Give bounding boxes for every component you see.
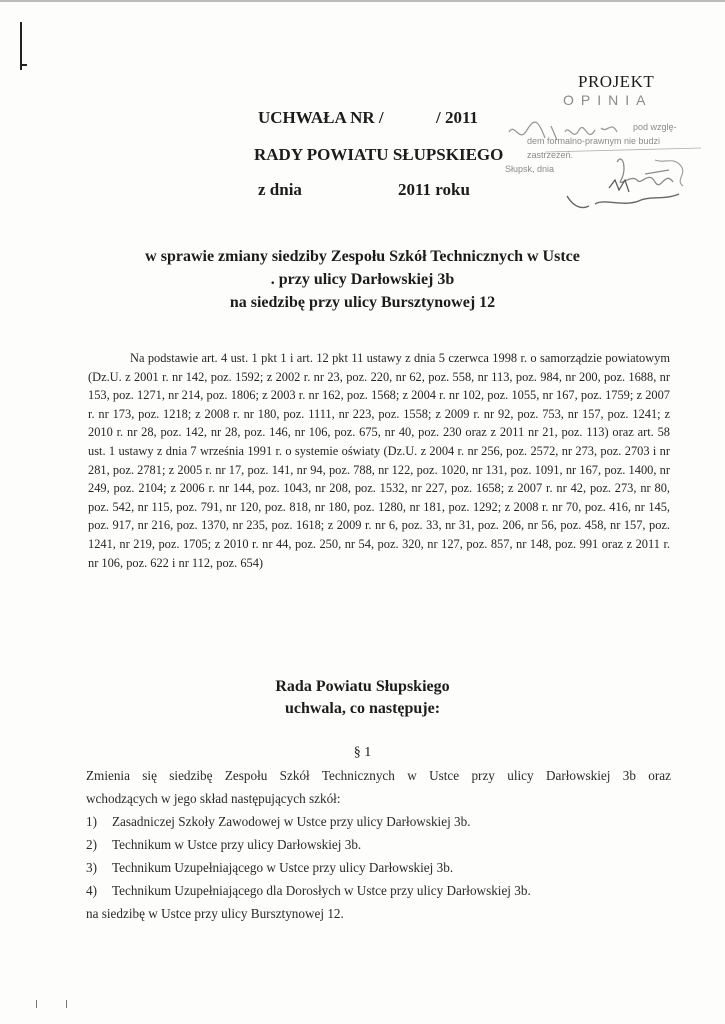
- date-year: 2011 roku: [398, 180, 470, 199]
- section-intro-continued: wchodzących w jego skład następujących szkół:: [86, 791, 341, 806]
- list-item-text: Technikum w Ustce przy ulicy Darłowskiej 3b.: [112, 837, 362, 852]
- section-intro: Zmienia się siedzibę Zespołu Szkół Technicznych w Ustce przy ulicy Darłowskiej 3b oraz: [86, 768, 671, 783]
- resolution-title: UCHWAŁA NR /: [258, 108, 384, 127]
- list-item: [86, 833, 671, 856]
- legal-basis-paragraph: [88, 349, 670, 572]
- section-body: [86, 764, 671, 925]
- section-closing: na siedzibę w Ustce przy ulicy Bursztynowej 12.: [86, 906, 344, 921]
- stamp-title: OPINIA: [563, 92, 653, 108]
- stamp-line: Słupsk, dnia: [505, 164, 555, 174]
- list-item: [86, 856, 671, 879]
- stamp-line: pod wzglę-: [633, 122, 677, 132]
- stamp-line: dem formalno-prawnym nie budzi: [527, 136, 661, 146]
- list-item: [86, 879, 671, 902]
- stamp-line: zastrzeżeń.: [527, 150, 574, 160]
- list-item-text: Technikum Uzupełniającego dla Dorosłych w Ustce przy ulicy Darłowskiej 3b.: [112, 883, 531, 898]
- scan-artifact: [66, 1000, 67, 1008]
- subject-line: . przy ulicy Darłowskiej 3b: [270, 271, 455, 288]
- council-name: RADY POWIATU SŁUPSKIEGO: [254, 145, 504, 164]
- subject-line: w sprawie zmiany siedziby Zespołu Szkół Technicznych w Ustce: [145, 248, 580, 265]
- margin-mark: [20, 22, 22, 70]
- list-item-text: Technikum Uzupełniającego w Ustce przy ulicy Darłowskiej 3b.: [112, 860, 454, 875]
- council-resolves-heading: Rada Powiatu Słupskiego: [275, 678, 450, 695]
- projekt-label: PROJEKT: [578, 72, 655, 91]
- top-scan-edge: [0, 0, 725, 2]
- list-item-number: 3): [86, 860, 97, 875]
- section-symbol: § 1: [353, 745, 372, 760]
- scan-artifact: [36, 1000, 37, 1008]
- list-item-number: 1): [86, 814, 97, 829]
- subject-line: na siedzibę przy ulicy Bursztynowej 12: [229, 294, 496, 311]
- list-item-number: 4): [86, 883, 97, 898]
- margin-tick: [22, 64, 27, 66]
- list-item-text: Zasadniczej Szkoły Zawodowej w Ustce przy ulicy Darłowskiej 3b.: [112, 814, 471, 829]
- legal-basis-text: Na podstawie art. 4 ust. 1 pkt 1 i art. 12 pkt 11 ustawy z dnia 5 czerwca 1998 r. o samorządzie powiatowym (Dz.U. z 2001 r. nr 142, poz. 1592; z 2002 r. nr 23, poz. 220, nr 62, poz. 558, nr 113, poz. 984, nr 200, poz. 1688, nr 153, poz. 1271, nr 214, poz. 1806; z 2003 r. nr 162, poz. 1568; z 2004 r. nr 102, poz. 1055, nr 167, poz. 1759; z 2007 r. nr 173, poz. 1218; z 2008 r. nr 180, poz. 1111, nr 223, poz. 1558; z 2009 r. nr 92, poz. 753, nr 157, poz. 1241; z 2010 r. nr 28, poz. 142, nr 28, poz. 146, nr 106, poz. 675, nr 40, poz. 230 oraz z 2011 nr 21, poz. 113) oraz art. 58 ust. 1 ustawy z dnia 7 września 1991 r. o systemie oświaty (Dz.U. z 2004 r. nr 256, poz. 2572, nr 273, poz. 2703 i nr 281, poz. 2781; z 2005 r. nr 17, poz. 141, nr 94, poz. 788, nr 122, poz. 1020, nr 131, poz. 1091, nr 167, poz. 1400, nr 249, poz. 2104; z 2006 r. nr 144, poz. 1043, nr 208, poz. 1532, nr 227, poz. 1658; z 2007 r. nr 42, poz. 273, nr 80, poz. 542, nr 115, poz. 791, nr 120, poz. 818, nr 180, poz. 1280, nr 181, poz. 1292; z 2008 r. nr 70, poz. 416, nr 145, poz. 917, nr 216, poz. 1370, nr 235, poz. 1618; z 2009 r. nr 6, poz. 33, nr 31, poz. 206, nr 56, poz. 458, nr 157, poz. 1241, nr 219, poz. 1705; z 2010 r. nr 44, poz. 250, nr 54, poz. 320, nr 127, poz. 857, nr 148, poz. 991 oraz z 2011 r. nr 106, poz. 622 i nr 112, poz. 654): [88, 351, 670, 570]
- list-item-number: 2): [86, 837, 97, 852]
- council-resolves-subheading: uchwala, co następuje:: [284, 700, 441, 717]
- list-item: [86, 810, 671, 833]
- resolution-number: / 2011: [436, 108, 479, 127]
- legal-opinion-stamp: [505, 92, 717, 222]
- date-label: z dnia: [258, 180, 302, 199]
